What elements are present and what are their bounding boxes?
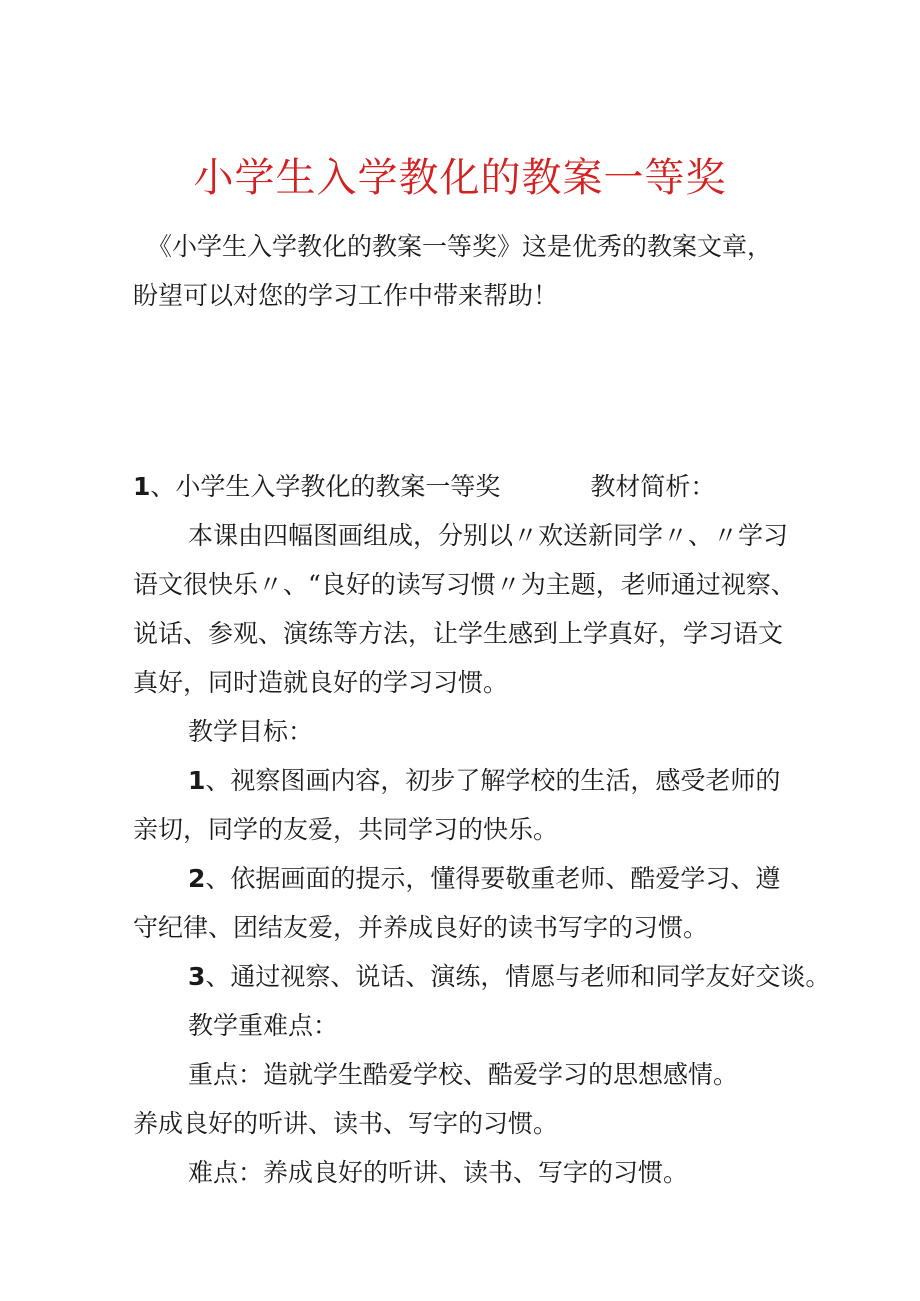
goals-label: 教学目标：	[188, 717, 314, 746]
goal-text: 、依据画面的提示，懂得要敬重老师、酷爱学习、遵守纪律、团结友爱，并养成良好的读书写字的习惯。	[133, 864, 781, 942]
goal-item-1	[133, 756, 798, 854]
section-heading-text: 、小学生入学教化的教案一等奖	[150, 472, 501, 501]
goal-number: 3	[188, 962, 206, 991]
goal-text: 、视察图画内容，初步了解学校的生活，感受老师的亲切，同学的友爱，共同学习的快乐。	[133, 766, 781, 844]
goal-item-2	[133, 854, 798, 952]
lesson-section	[133, 462, 831, 1197]
analysis-label: 教材简析：	[590, 472, 716, 501]
intro-paragraph: 《小学生入学教化的教案一等奖》这是优秀的教案文章，盼望可以对您的学习工作中带来帮助！	[133, 232, 773, 310]
section-number: 1	[133, 472, 151, 501]
key-difficulty-label: 教学重难点：	[188, 1011, 339, 1040]
goal-text: 、通过视察、说话、演练，情愿与老师和同学友好交谈。	[205, 962, 831, 991]
goal-number: 2	[188, 864, 206, 893]
goal-number: 1	[188, 766, 206, 795]
document-title: 小学生入学教化的教案一等奖	[193, 155, 727, 201]
difficulty-point: 难点：养成良好的听讲、读书、写字的习惯。	[188, 1158, 689, 1187]
goal-item-3	[133, 952, 831, 1001]
section-heading	[133, 462, 798, 511]
key-point-continued: 养成良好的听讲、读书、写字的习惯。	[133, 1109, 559, 1138]
key-point: 重点：造就学生酷爱学校、酷爱学习的思想感情。	[188, 1060, 739, 1089]
analysis-paragraph: 本课由四幅图画组成，分别以〃欢送新同学〃、〃学习语文很快乐〃、“良好的读写习惯〃为主题，老师通过视察、说话、参观、演练等方法，让学生感到上学真好，学习语文真好，同时造就良好的学习习惯。	[133, 521, 796, 697]
